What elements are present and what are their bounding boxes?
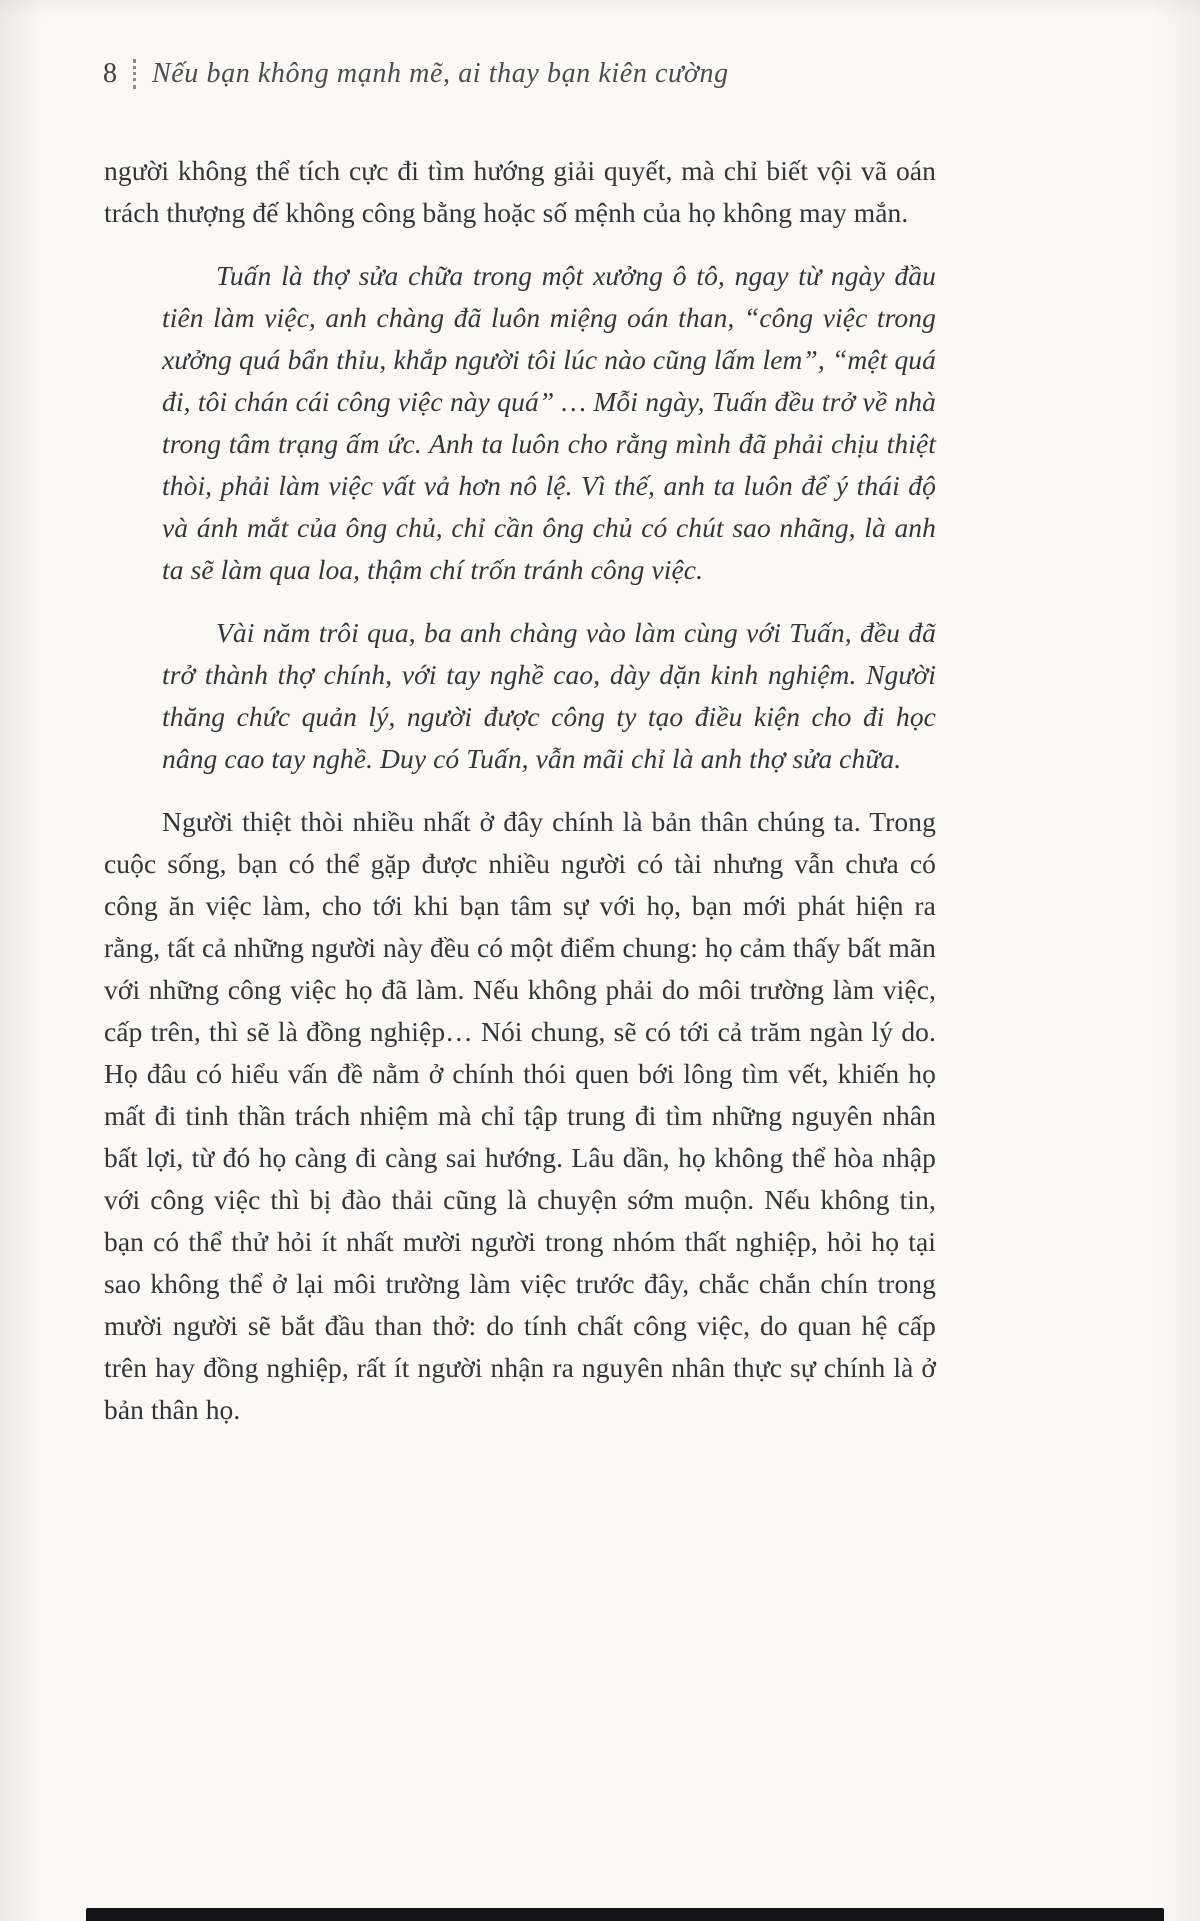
paragraph-continuation: người không thể tích cực đi tìm hướng giải quyết, mà chỉ biết vội vã oán trách thượng đế không công bằng hoặc số mệnh của họ không may mắn.: [104, 155, 936, 228]
paragraph-story-outcome: Vài năm trôi qua, ba anh chàng vào làm cùng với Tuấn, đều đã trở thành thợ chính, với tay nghề cao, dày dặn kinh nghiệm. Người thăng chức quản lý, người được công ty tạo điều kiện cho đi học nâng cao tay nghề. Duy có Tuấn, vẫn mãi chỉ là anh thợ sửa chữa.: [162, 617, 936, 774]
page-body: [104, 150, 936, 1452]
scan-edge-artifact: [86, 1908, 1164, 1921]
paragraph-commentary: Người thiệt thòi nhiều nhất ở đây chính là bản thân chúng ta. Trong cuộc sống, bạn có thể gặp được nhiều người có tài nhưng vẫn chưa có công ăn việc làm, cho tới khi bạn tâm sự với họ, bạn mới phát hiện ra rằng, tất cả những người này đều có một điểm chung: họ cảm thấy bất mãn với những công việc họ đã làm. Nếu không phải do môi trường làm việc, cấp trên, thì sẽ là đồng nghiệp… Nói chung, sẽ có tới cả trăm ngàn lý do. Họ đâu có hiểu vấn đề nằm ở chính thói quen bới lông tìm vết, khiến họ mất đi tinh thần trách nhiệm mà chỉ tập trung đi tìm những nguyên nhân bất lợi, từ đó họ càng đi càng sai hướng. Lâu dần, họ không thể hòa nhập với công việc thì bị đào thải cũng là chuyện sớm muộn. Nếu không tin, bạn có thể thử hỏi ít nhất mười người trong nhóm thất nghiệp, hỏi họ tại sao không thể ở lại môi trường làm việc trước đây, chắc chắn chín trong mười người sẽ bắt đầu than thở: do tính chất công việc, do quan hệ cấp trên hay đồng nghiệp, rất ít người nhận ra nguyên nhân thực sự chính là ở bản thân họ.: [104, 806, 936, 1425]
page-number: 8: [103, 58, 117, 89]
header-divider: [133, 59, 136, 89]
page-header: [103, 58, 729, 90]
paragraph-story-tuan: Tuấn là thợ sửa chữa trong một xưởng ô tô, ngay từ ngày đầu tiên làm việc, anh chàng đã luôn miệng oán than, “công việc trong xưởng quá bẩn thỉu, khắp người tôi lúc nào cũng lấm lem”, “mệt quá đi, tôi chán cái công việc này quá” … Mỗi ngày, Tuấn đều trở về nhà trong tâm trạng ấm ức. Anh ta luôn cho rằng mình đã phải chịu thiệt thòi, phải làm việc vất vả hơn nô lệ. Vì thế, anh ta luôn để ý thái độ và ánh mắt của ông chủ, chỉ cần ông chủ có chút sao nhãng, là anh ta sẽ làm qua loa, thậm chí trốn tránh công việc.: [162, 260, 936, 585]
header-book-title: Nếu bạn không mạnh mẽ, ai thay bạn kiên cường: [152, 58, 729, 89]
